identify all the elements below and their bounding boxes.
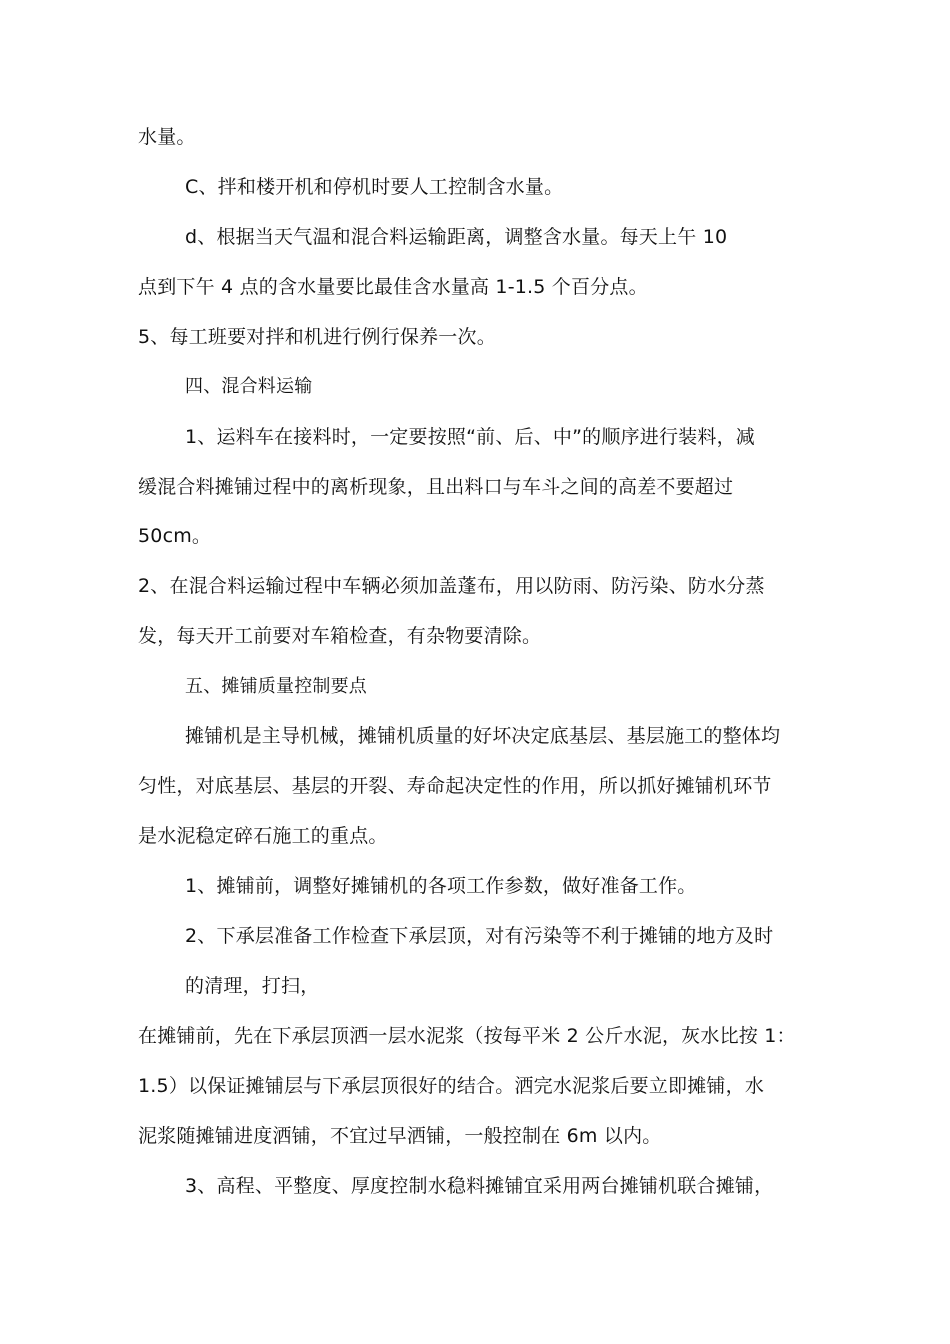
text-line: 5、每工班要对拌和机进行例行保养一次。 (138, 326, 496, 348)
text-line: 2、在混合料运输过程中车辆必须加盖蓬布，用以防雨、防污染、防水分蒸 (138, 575, 765, 597)
text-line: 发，每天开工前要对车箱检查，有杂物要清除。 (138, 625, 542, 647)
text-line: 是水泥稳定碎石施工的重点。 (138, 825, 388, 847)
text-line: 1.5）以保证摊铺层与下承层顶很好的结合。洒完水泥浆后要立即摊铺，水 (138, 1075, 765, 1097)
text-line: 点到下午 4 点的含水量要比最佳含水量高 1-1.5 个百分点。 (138, 276, 648, 298)
text-line: 2、下承层准备工作检查下承层顶，对有污染等不利于摊铺的地方及时 (185, 925, 774, 947)
text-line: 匀性，对底基层、基层的开裂、寿命起决定性的作用，所以抓好摊铺机环节 (138, 775, 772, 797)
text-line: 摊铺机是主导机械，摊铺机质量的好坏决定底基层、基层施工的整体均 (185, 725, 781, 747)
section-heading: 四、混合料运输 (185, 376, 313, 397)
text-line: 3、高程、平整度、厚度控制水稳料摊铺宜采用两台摊铺机联合摊铺， (185, 1175, 774, 1197)
text-line: C、拌和楼开机和停机时要人工控制含水量。 (185, 176, 564, 198)
text-line: 1、摊铺前，调整好摊铺机的各项工作参数，做好准备工作。 (185, 875, 697, 897)
text-line: 1、运料车在接料时，一定要按照“前、后、中”的顺序进行装料，减 (185, 426, 755, 448)
text-line: d、根据当天气温和混合料运输距离，调整含水量。每天上午 10 (185, 226, 728, 248)
text-line: 水量。 (138, 126, 196, 148)
section-heading: 五、摊铺质量控制要点 (185, 676, 367, 697)
text-line: 缓混合料摊铺过程中的离析现象，且出料口与车斗之间的高差不要超过 (138, 476, 734, 498)
text-line: 泥浆随摊铺进度洒铺，不宜过早洒铺，一般控制在 6m 以内。 (138, 1125, 662, 1147)
text-line: 在摊铺前，先在下承层顶洒一层水泥浆（按每平米 2 公斤水泥，灰水比按 1： (138, 1025, 796, 1047)
text-line: 的清理，打扫， (185, 975, 320, 997)
text-line: 50cm。 (138, 525, 212, 547)
